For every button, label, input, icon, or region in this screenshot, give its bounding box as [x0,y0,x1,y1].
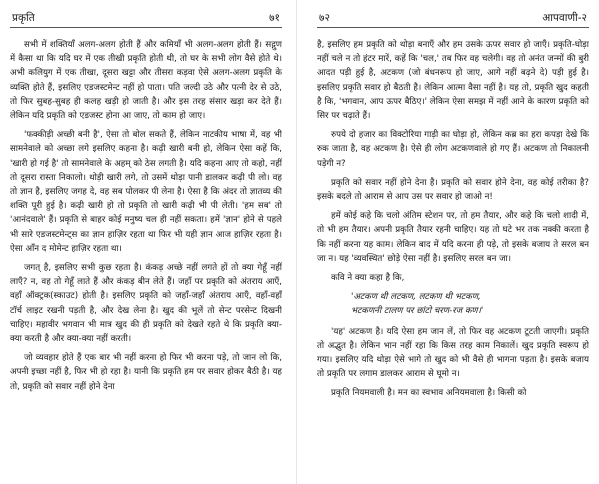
page-gutter [296,0,297,484]
poem-line-1: 'अटकण थी लटकण, लटकण थी भटकण, [351,292,481,303]
left-paragraph-3: जगत् है, इसलिए सभी कुछ रहता है। कंकड़ अच्छे नहीं लगते हों तो क्या गेहूँ नहीं लाएँ? न, वह तो गेहूँ लाते हैं और कंकड़ बीन लेते हैं। जहाँ पर प्रकृति को अंतराय आएँ, वहाँ ऑक्ट्रक(स्काउट) होती है। इसलिए प्रकृति को जहाँ-जहाँ अंतराय आएँ, वहाँ-वहाँ टॉर्च लाइट रखनी पड़ती है, और देख लेना है। खुद की भूलें तो सेन्ट परसेन्ट दिखनी चाहिए। महावीर भगवान भी मात्र खुद की ही प्रकृति को देखते रहते थे कि प्रकृति क्या-क्या करती है और क्या-क्या नहीं करती। [10,263,282,345]
right-page-header [317,8,589,28]
right-header-title: आपवाणी-२ [542,12,587,24]
left-page [10,8,282,478]
right-page-number: ७२ [319,12,330,24]
right-paragraph-3: प्रकृति को सवार नहीं होने देना है। प्रकृति को सवार होने देना, वह कोई तरीका है? इसके बदले तो आराम से आप उस पर सवार हो जाओ न! [317,177,589,203]
right-paragraph-5: कवि ने क्या कहा है कि, [331,273,405,284]
left-paragraph-4: जो व्यवहार होते हैं एक बार भी नहीं करना हो फिर भी करना पड़े, तो जान लो कि, अपनी इच्छा नहीं है, फिर भी हो रहा है। यानी कि प्रकृति हम पर सवार होकर बैठी है। यह तो, प्रकृति को सवार नहीं होने देना [10,353,282,392]
right-page-body [317,38,589,401]
left-paragraph-1: सभी में शक्तियाँ अलग-अलग होती हैं और कमियाँ भी अलग-अलग होती हैं। सद्गुण में कैसा था कि यदि घर में एक तीखी प्रकृति होती थी, तो घर के सभी लोग वैसे होते थे। अभी कलियुग में एक तीखा, दूसरा खट्टा और तीसरा कड़वा ऐसे अलग-अलग प्रकृति के व्यक्ति होते हैं, इसलिए एडजस्टमेन्ट नहीं हो पाता। पति जल्दी उठे और पत्नी देर से उठे, तो फिर सुबह-सुबह ही कलह खड़ी हो जाती है। और इस तरह संसार खड़ा कर देते हैं। लेकिन यदि प्रकृति को एडजस्ट होना आ जाए, तो काम हो जाए। [10,40,282,122]
poem-quote [351,290,589,318]
right-page [317,8,589,478]
right-paragraph-1: है, इसलिए हम प्रकृति को थोड़ा बनाएँ और हम उसके ऊपर सवार हो जाएँ। प्रकृति-घोड़ा नहीं चले न तो हंटर मारें, कहें कि 'चल,' तब फिर वह चलेगी। वह तो अनंत जन्मों की बुरी आदत पड़ी हुई है, अटकण (जो बंधनरूप हो जाए, आगे नहीं बढ़ने दे) पड़ी हुई है। इसलिए प्रकृति सवार हो बैठती है। लेकिन आत्मा वैसा नहीं है। यह तो, प्रकृति खुद कहती है कि, 'भगवान, आप ऊपर बैठिए।' लेकिन ऐसा समझ में नहीं आने के कारण प्रकृति को सिर पर चढ़ाते हैं। [317,40,589,122]
left-page-header [10,8,282,28]
left-page-number: ७१ [269,12,280,24]
right-paragraph-2: रुपये दो हजार का विक्टोरिया गाड़ी का घोड़ा हो, लेकिन कब्र का हरा कपड़ा देखे कि रुक जाता है, वह अटकण है। ऐसे ही लोग अटकणवाले हो गए हैं। अटकण तो निकालनी पड़ेगी न? [317,130,589,169]
right-paragraph-4: हमें कोई कहे कि चलो अंतिम स्टेशन पर, तो हम तैयार, और कहे कि चलो शादी में, तो भी हम तैयार। अपनी प्रकृति तैयार रहनी चाहिए। यह तो घटे भर तक नक्की करता है कि नहीं करना यह काम। लेकिन बाद में यदि करना ही पड़े, तो इसके बजाय ते सरल बन जा न। यह 'व्यवस्थित' छोड़े ऐसा नहीं है। इसलिए सरल बन जा। [317,211,589,264]
right-paragraph-7: प्रकृति नियमवाली है। मन का स्वभाव अनियमवाला है। किसी को [331,388,527,399]
left-page-body [10,38,282,394]
left-header-title: प्रकृति [12,12,35,24]
right-paragraph-6: 'यह' अटकण है। यदि ऐसा हम जान लें, तो फिर वह अटकण टूटती जाएगी। प्रकृति तो अद्भुत है। लेकिन भान नहीं रहा कि किस तरह काम निकालें। खुद प्रकृति स्वरूप हो गया। इसलिए यदि थोड़ा ऐसे भागे तो खुद को भी वैसे ही भागना पड़ता है। इसके बजाय तो प्रकृति पर लगाम डालकर आराम से घूमो न। [317,326,589,380]
poem-line-2: भटकणनी टालण पर छांटो चरण-रज कण।' [351,306,484,317]
left-paragraph-2: 'फक्कीड़ी अच्छी बनी है', ऐसा तो बोल सकते हैं, लेकिन नाटकीय भाषा में, वह भी सामनेवाले को अच्छा लगे इसलिए कहना है। कढ़ी खारी बनी हो, लेकिन ऐसा कहें कि, 'खारी हो गई है' तो सामनेवाले के अहम् को ठेस लगती है। यदि कहना आए तो कहो, नहीं तो दूसरा रास्ता निकालो। थोड़ी खारी लगे, तो उसमें थोड़ा पानी डालकर कढ़ी पी लो। वह तो ज्ञान है, इसलिए जगह दे, वह सब पोलकर पी लेना है। ऐसा है कि अंदर तो ज्ञातव्य की शक्ति पूरी हुई है। कढ़ी खारी हो तो प्रकृति तो खारी कढ़ी भी पी लेती। 'हम सब' तो 'आनंदवाले' हैं। प्रकृति से बाहर कोई मनुष्य चल ही नहीं सकता। हमें 'ज्ञान' होने से पहले भी सारे एडजस्टमेन्ट्स का ज्ञान हाज़िर रहता था फिर भी यही ज्ञान आज हाज़िर रहता है। ऐसा आँन द मोमेन्ट हाज़िर रहता था। [10,130,282,254]
